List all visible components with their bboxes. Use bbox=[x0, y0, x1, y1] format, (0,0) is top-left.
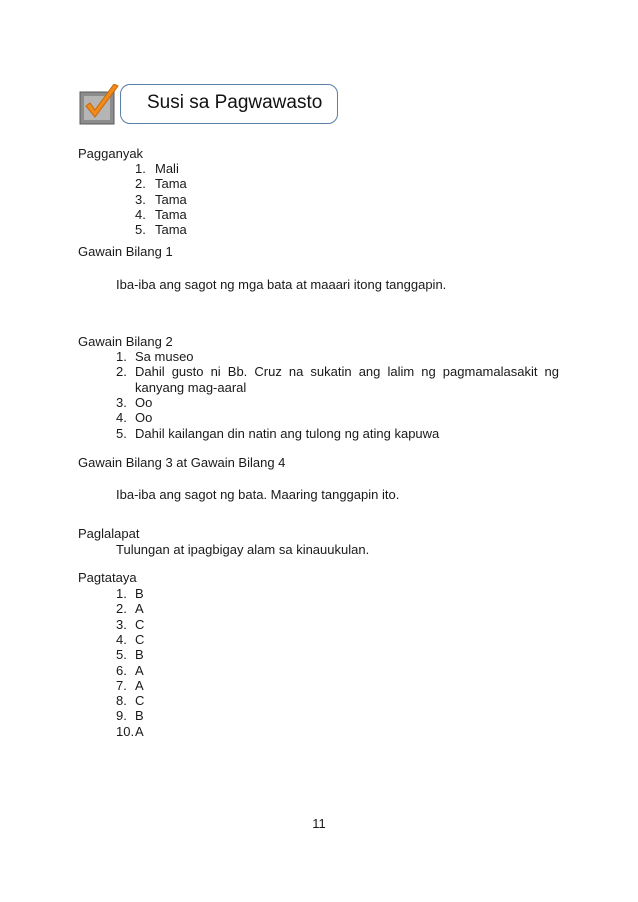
paglalapat-text: Tulungan at ipagbigay alam sa kinauukulan. bbox=[116, 542, 370, 557]
gawain34-text: Iba-iba ang sagot ng bata. Maaring tanggapin ito. bbox=[116, 487, 400, 502]
paglalapat-heading: Paglalapat bbox=[78, 526, 140, 541]
list-item-number: 3. bbox=[116, 616, 127, 632]
list-item-continuation: kanyang mag-aaral bbox=[135, 379, 247, 395]
list-item-number: 4. bbox=[135, 206, 146, 222]
list-item-number: 7. bbox=[116, 677, 127, 693]
list-item-text: Tama bbox=[155, 191, 187, 207]
list-item-number: 2. bbox=[116, 364, 127, 380]
list-item-number: 9. bbox=[116, 708, 127, 724]
list-item-number: 10. bbox=[116, 723, 135, 739]
list-item-text: A bbox=[135, 601, 144, 617]
section-header bbox=[78, 78, 338, 128]
gawain1-heading: Gawain Bilang 1 bbox=[78, 244, 173, 259]
checkmark-icon bbox=[78, 84, 122, 126]
header-title: Susi sa Pagwawasto bbox=[147, 92, 323, 113]
list-item-number: 4. bbox=[116, 410, 127, 426]
list-item-text: B bbox=[135, 586, 144, 601]
list-item-text: Oo bbox=[135, 410, 153, 426]
list-item-text: Tama bbox=[155, 206, 187, 222]
list-item-text: Dahil gusto ni Bb. Cruz na sukatin ang lalim ng pagmamalasakit ng bbox=[135, 364, 559, 380]
gawain2-heading: Gawain Bilang 2 bbox=[78, 334, 173, 349]
list-item-number: 1. bbox=[116, 349, 127, 364]
header-banner bbox=[120, 84, 338, 124]
list-item-number: 6. bbox=[116, 662, 127, 678]
list-item-number: 2. bbox=[116, 601, 127, 617]
list-item-text: B bbox=[135, 647, 144, 663]
list-item-text: A bbox=[135, 677, 144, 693]
pagtataya-heading: Pagtataya bbox=[78, 570, 137, 585]
gawain34-heading: Gawain Bilang 3 at Gawain Bilang 4 bbox=[78, 455, 286, 470]
list-item-text: A bbox=[135, 723, 144, 739]
page-number: 11 bbox=[312, 816, 326, 831]
list-item-number: 5. bbox=[135, 222, 146, 238]
list-item-text: Tama bbox=[155, 222, 187, 238]
gawain1-text: Iba-iba ang sagot ng mga bata at maaari itong tanggapin. bbox=[116, 277, 447, 292]
list-item-number: 3. bbox=[135, 191, 146, 207]
list-item-text: A bbox=[135, 662, 144, 678]
list-item-number: 2. bbox=[135, 176, 146, 192]
list-item-text: C bbox=[135, 631, 145, 647]
list-item-number: 1. bbox=[135, 161, 146, 176]
list-item-text: C bbox=[135, 693, 145, 709]
list-item-number: 3. bbox=[116, 394, 127, 410]
list-item-text: Oo bbox=[135, 394, 153, 410]
list-item-text: B bbox=[135, 708, 144, 724]
list-item-text: Dahil kailangan din natin ang tulong ng ating kapuwa bbox=[135, 425, 440, 441]
list-item-text: Tama bbox=[155, 176, 187, 192]
pagganyak-heading: Pagganyak bbox=[78, 146, 144, 161]
list-item-number: 5. bbox=[116, 425, 127, 441]
list-item-text: C bbox=[135, 616, 145, 632]
list-item-number: 5. bbox=[116, 647, 127, 663]
list-item-text: Mali bbox=[155, 161, 179, 176]
list-item-number: 4. bbox=[116, 631, 127, 647]
list-item-number: 1. bbox=[116, 586, 127, 601]
list-item-number: 8. bbox=[116, 693, 127, 709]
list-item-text: Sa museo bbox=[135, 349, 194, 364]
